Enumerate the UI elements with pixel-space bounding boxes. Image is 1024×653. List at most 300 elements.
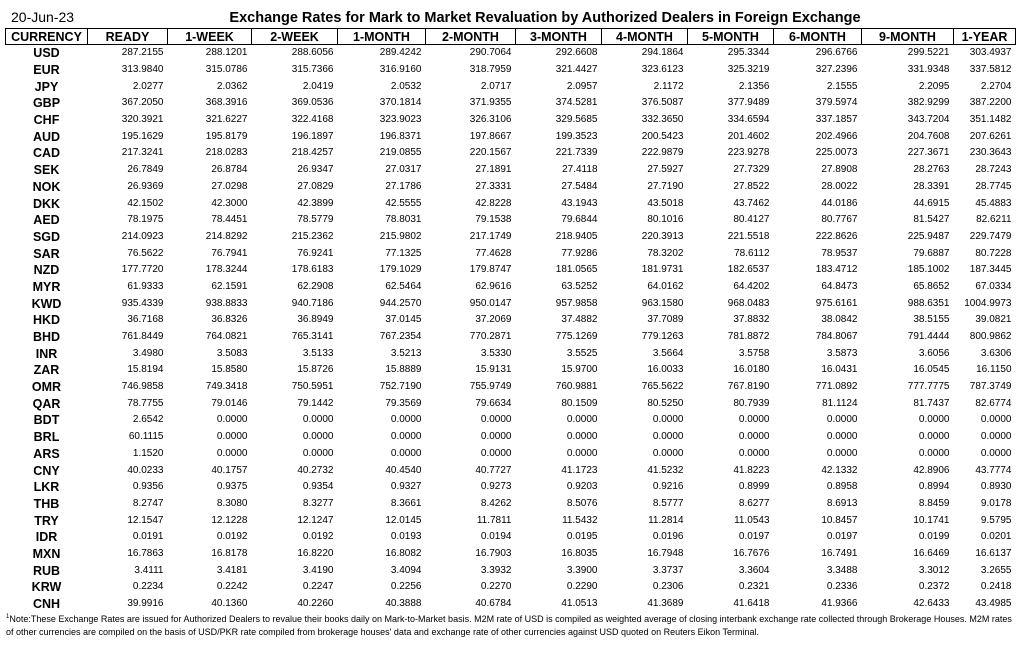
rate-cell: 40.7727 <box>475 464 512 476</box>
currency-code: BRL <box>33 430 60 445</box>
table-row <box>6 512 1016 529</box>
rate-cell: 2.0957 <box>566 80 598 92</box>
rate-cell: 12.1247 <box>297 514 334 526</box>
rate-cell: 15.8889 <box>385 364 422 376</box>
currency-code: THB <box>33 496 60 511</box>
rate-cell: 16.6469 <box>913 547 950 559</box>
rate-cell: 39.9916 <box>127 598 164 610</box>
rate-cell: 0.2242 <box>216 581 248 593</box>
table-header-row <box>6 29 1016 45</box>
rate-cell: 0.0000 <box>652 414 684 426</box>
rate-cell: 0.0000 <box>980 447 1012 459</box>
rate-cell: 196.8371 <box>379 130 422 142</box>
rate-cell: 2.1172 <box>653 80 684 92</box>
rate-cell: 303.4937 <box>969 47 1012 59</box>
table-row <box>6 245 1016 262</box>
rate-cell: 0.0000 <box>980 431 1012 443</box>
rate-cell: 178.3244 <box>205 264 248 276</box>
rate-cell: 781.8872 <box>727 331 770 343</box>
rate-cell: 178.6183 <box>291 264 334 276</box>
rate-cell: 0.0196 <box>652 531 684 543</box>
rate-cell: 2.6542 <box>132 414 164 426</box>
rate-cell: 0.0201 <box>980 531 1012 543</box>
rate-cell: 28.7243 <box>975 164 1012 176</box>
currency-code: CAD <box>32 146 61 161</box>
footnote-text: Note:These Exchange Rates are issued for Authorized Dealers to revalue their books daily on Mark-to-Market basis. M2M rate of USD is compiled as weighted average of closing interbank exchange rate collected through Brokerage Houses. M2M rates of other currencies are compiled on the basis of USD/PKR rate compiled from brokerage houses' data and exchange rate of other currencies against USD quoted on Reuters Eikon Terminal. <box>6 614 1012 637</box>
rate-cell: 0.0000 <box>480 447 512 459</box>
rate-cell: 0.9375 <box>216 481 248 493</box>
rate-cell: 80.5250 <box>647 397 684 409</box>
rate-cell: 0.0000 <box>216 431 248 443</box>
rate-cell: 11.5432 <box>562 514 598 526</box>
rate-cell: 10.8457 <box>821 514 858 526</box>
rate-cell: 765.3141 <box>291 331 334 343</box>
rate-cell: 0.9273 <box>480 481 512 493</box>
rate-cell: 0.0195 <box>566 531 598 543</box>
rate-cell: 15.8194 <box>127 364 164 376</box>
rate-cell: 0.0000 <box>216 414 248 426</box>
currency-code: BHD <box>32 330 61 345</box>
table-row <box>6 446 1016 463</box>
rate-cell: 3.5213 <box>390 347 422 359</box>
rate-cell: 332.3650 <box>641 114 684 126</box>
rate-cell: 288.1201 <box>205 47 248 59</box>
rate-cell: 8.3080 <box>216 497 248 509</box>
rate-cell: 3.3604 <box>738 564 770 576</box>
rate-cell: 11.2814 <box>648 514 684 526</box>
rate-cell: 28.7745 <box>975 180 1012 192</box>
rate-cell: 1.1520 <box>132 447 164 459</box>
rate-cell: 0.0000 <box>390 414 422 426</box>
rate-cell: 27.7190 <box>647 180 684 192</box>
rate-cell: 369.0536 <box>291 97 334 109</box>
rate-cell: 43.7774 <box>975 464 1012 476</box>
rate-cell: 15.9131 <box>475 364 512 376</box>
rate-cell: 219.0855 <box>379 147 422 159</box>
rate-cell: 16.8082 <box>385 547 422 559</box>
rate-cell: 8.4262 <box>480 497 512 509</box>
column-header: 2-MONTH <box>426 29 516 45</box>
rate-cell: 938.8833 <box>205 297 248 309</box>
rate-cell: 26.9347 <box>297 164 334 176</box>
currency-code: IDR <box>35 530 58 545</box>
rate-cell: 0.0000 <box>302 447 334 459</box>
rate-cell: 16.8035 <box>561 547 598 559</box>
rate-cell: 78.1975 <box>127 214 164 226</box>
table-row <box>6 395 1016 412</box>
rate-cell: 181.9731 <box>641 264 684 276</box>
rate-cell: 0.0193 <box>390 531 422 543</box>
rate-cell: 28.3391 <box>913 180 950 192</box>
table-row <box>6 279 1016 296</box>
rate-cell: 3.3900 <box>566 564 598 576</box>
rate-cell: 325.3219 <box>727 64 770 76</box>
column-header: 4-MONTH <box>602 29 688 45</box>
rate-cell: 225.0073 <box>815 147 858 159</box>
rate-cell: 331.9348 <box>907 64 950 76</box>
rate-cell: 62.9616 <box>475 280 512 292</box>
table-row <box>6 345 1016 362</box>
rate-cell: 746.9858 <box>121 381 164 393</box>
rate-cell: 44.6915 <box>913 197 950 209</box>
rate-cell: 0.0000 <box>480 414 512 426</box>
rate-cell: 755.9749 <box>469 381 512 393</box>
rate-cell: 42.1332 <box>821 464 858 476</box>
rate-cell: 41.9366 <box>821 598 858 610</box>
rate-cell: 752.7190 <box>379 381 422 393</box>
rate-cell: 318.7959 <box>469 64 512 76</box>
rate-cell: 0.0000 <box>738 431 770 443</box>
currency-code: LKR <box>33 480 60 495</box>
currency-code: HKD <box>32 313 61 328</box>
rate-cell: 67.0334 <box>975 280 1012 292</box>
rate-cell: 40.4540 <box>385 464 422 476</box>
rate-cell: 195.8179 <box>205 130 248 142</box>
rate-cell: 27.3331 <box>475 180 512 192</box>
rate-cell: 8.3661 <box>390 497 422 509</box>
rate-cell: 775.1269 <box>555 331 598 343</box>
rate-cell: 40.3888 <box>385 598 422 610</box>
rate-cell: 37.0145 <box>385 314 422 326</box>
table-row <box>6 312 1016 329</box>
column-header: READY <box>88 29 168 45</box>
rate-cell: 0.0000 <box>302 431 334 443</box>
table-row <box>6 262 1016 279</box>
rate-cell: 2.2704 <box>980 80 1012 92</box>
rate-cell: 2.0532 <box>390 80 422 92</box>
rate-cell: 326.3106 <box>469 114 512 126</box>
rate-cell: 78.4451 <box>211 214 248 226</box>
table-row <box>6 596 1016 613</box>
rate-cell: 82.6774 <box>975 397 1012 409</box>
rate-cell: 62.5464 <box>385 280 422 292</box>
rate-cell: 16.7903 <box>475 547 512 559</box>
rate-cell: 36.8949 <box>297 314 334 326</box>
rate-cell: 65.8652 <box>913 280 950 292</box>
rate-cell: 8.5777 <box>652 497 684 509</box>
table-row <box>6 529 1016 546</box>
currency-code: RUB <box>32 563 61 578</box>
rate-cell: 27.8908 <box>821 164 858 176</box>
rate-cell: 80.1509 <box>561 397 598 409</box>
rate-cell: 80.4127 <box>733 214 770 226</box>
table-row <box>6 479 1016 496</box>
rate-cell: 765.5622 <box>641 381 684 393</box>
rate-cell: 0.0194 <box>480 531 512 543</box>
rate-cell: 764.0821 <box>205 331 248 343</box>
report-date: 20-Jun-23 <box>11 9 75 25</box>
rate-cell: 315.7366 <box>291 64 334 76</box>
table-row <box>6 362 1016 379</box>
table-row <box>6 412 1016 429</box>
rate-cell: 0.0000 <box>918 414 950 426</box>
rate-cell: 0.8999 <box>738 481 770 493</box>
table-row <box>6 179 1016 196</box>
rate-cell: 334.6594 <box>727 114 770 126</box>
rate-cell: 36.8326 <box>211 314 248 326</box>
rate-cell: 0.2306 <box>652 581 684 593</box>
currency-code: SGD <box>32 229 61 244</box>
table-row <box>6 496 1016 513</box>
rate-cell: 42.8906 <box>913 464 950 476</box>
rate-cell: 197.8667 <box>469 130 512 142</box>
rate-cell: 16.7676 <box>733 547 770 559</box>
currency-code: SAR <box>33 246 60 261</box>
rate-cell: 0.8930 <box>980 481 1012 493</box>
rate-cell: 290.7064 <box>469 47 512 59</box>
rate-cell: 218.9405 <box>555 230 598 242</box>
table-row <box>6 579 1016 596</box>
rate-cell: 787.3749 <box>969 381 1012 393</box>
table-row <box>6 78 1016 95</box>
rate-cell: 0.9356 <box>132 481 164 493</box>
rate-cell: 791.4444 <box>907 331 950 343</box>
rate-cell: 9.0178 <box>980 497 1012 509</box>
rate-cell: 3.5758 <box>738 347 770 359</box>
rate-cell: 28.0022 <box>821 180 858 192</box>
rate-cell: 3.4980 <box>132 347 164 359</box>
rate-cell: 76.9241 <box>297 247 334 259</box>
currency-code: CHF <box>33 113 60 128</box>
rate-cell: 0.0192 <box>302 531 334 543</box>
table-body <box>6 45 1016 613</box>
rate-cell: 3.3488 <box>826 564 858 576</box>
rate-cell: 37.2069 <box>475 314 512 326</box>
currency-code: MYR <box>32 279 61 294</box>
rate-cell: 368.3916 <box>205 97 248 109</box>
rate-cell: 287.2155 <box>121 47 164 59</box>
rate-cell: 77.4628 <box>475 247 512 259</box>
rate-cell: 0.0000 <box>216 447 248 459</box>
rate-cell: 223.9278 <box>727 147 770 159</box>
rate-cell: 26.9369 <box>127 180 164 192</box>
rate-cell: 3.5330 <box>480 347 512 359</box>
rate-cell: 0.0000 <box>918 431 950 443</box>
rate-cell: 227.3671 <box>907 147 950 159</box>
rate-cell: 78.3202 <box>647 247 684 259</box>
rate-cell: 38.0842 <box>821 314 858 326</box>
rate-cell: 12.0145 <box>385 514 422 526</box>
rate-cell: 337.5812 <box>969 64 1012 76</box>
rate-cell: 41.8223 <box>733 464 770 476</box>
rate-cell: 78.6112 <box>734 247 770 259</box>
rate-cell: 40.2260 <box>297 598 334 610</box>
currency-code: OMR <box>31 380 62 395</box>
rate-cell: 40.6784 <box>475 598 512 610</box>
table-row <box>6 195 1016 212</box>
currency-code: DKK <box>32 196 61 211</box>
rate-cell: 2.1356 <box>738 80 770 92</box>
rate-cell: 220.3913 <box>641 230 684 242</box>
rate-cell: 79.3569 <box>385 397 422 409</box>
rate-cell: 11.7811 <box>476 514 512 526</box>
rate-cell: 80.7228 <box>975 247 1012 259</box>
rate-cell: 182.6537 <box>727 264 770 276</box>
column-header: 1-MONTH <box>338 29 426 45</box>
rate-cell: 3.3737 <box>652 564 684 576</box>
rate-cell: 79.6634 <box>475 397 512 409</box>
footnote <box>6 611 1018 638</box>
rate-cell: 292.6608 <box>555 47 598 59</box>
table-row <box>6 379 1016 396</box>
rate-cell: 0.2247 <box>302 581 334 593</box>
rate-cell: 0.0000 <box>566 414 598 426</box>
rate-cell: 0.0000 <box>566 447 598 459</box>
rate-cell: 64.0162 <box>647 280 684 292</box>
rate-cell: 315.0786 <box>205 64 248 76</box>
column-header: 1-WEEK <box>168 29 252 45</box>
rate-cell: 760.9881 <box>555 381 598 393</box>
column-header: 5-MONTH <box>688 29 774 45</box>
column-header: 6-MONTH <box>774 29 862 45</box>
rate-cell: 0.0000 <box>390 431 422 443</box>
rate-cell: 3.5083 <box>216 347 248 359</box>
rate-cell: 11.0543 <box>734 514 770 526</box>
rate-cell: 0.2290 <box>566 581 598 593</box>
currency-code: BDT <box>33 413 60 428</box>
rate-cell: 179.8747 <box>469 264 512 276</box>
currency-code: JPY <box>34 79 59 94</box>
rate-cell: 2.1555 <box>826 80 858 92</box>
rate-cell: 40.1757 <box>211 464 248 476</box>
currency-code: SEK <box>33 163 60 178</box>
rate-cell: 771.0892 <box>815 381 858 393</box>
rate-cell: 2.0419 <box>302 80 334 92</box>
rate-cell: 78.7755 <box>127 397 164 409</box>
rate-cell: 767.2354 <box>379 331 422 343</box>
rate-cell: 0.0192 <box>216 531 248 543</box>
rate-cell: 16.0545 <box>913 364 950 376</box>
rate-cell: 202.4966 <box>815 130 858 142</box>
rate-cell: 76.7941 <box>211 247 248 259</box>
table-row <box>6 462 1016 479</box>
rate-cell: 27.5927 <box>647 164 684 176</box>
currency-code: ARS <box>33 446 60 461</box>
rate-cell: 8.6277 <box>738 497 770 509</box>
exchange-rates-table <box>5 28 1016 612</box>
rate-cell: 42.3000 <box>211 197 248 209</box>
rate-cell: 61.9333 <box>127 280 164 292</box>
rate-cell: 78.9537 <box>821 247 858 259</box>
rate-cell: 79.0146 <box>211 397 248 409</box>
rate-cell: 0.0000 <box>980 414 1012 426</box>
rate-cell: 3.3012 <box>918 564 950 576</box>
rate-cell: 207.6261 <box>969 130 1012 142</box>
rate-cell: 229.7479 <box>969 230 1012 242</box>
rate-cell: 16.0431 <box>821 364 858 376</box>
rate-cell: 329.5685 <box>555 114 598 126</box>
rate-cell: 43.7462 <box>733 197 770 209</box>
currency-code: EUR <box>33 63 60 78</box>
rate-cell: 217.1749 <box>469 230 512 242</box>
rate-cell: 37.8832 <box>733 314 770 326</box>
rate-cell: 935.4339 <box>121 297 164 309</box>
currency-code: NOK <box>32 179 61 194</box>
rate-cell: 0.8994 <box>918 481 950 493</box>
rate-cell: 42.6433 <box>913 598 950 610</box>
rate-cell: 295.3344 <box>727 47 770 59</box>
rate-cell: 0.0197 <box>738 531 770 543</box>
rate-cell: 220.1567 <box>469 147 512 159</box>
rate-cell: 957.9858 <box>555 297 598 309</box>
rate-cell: 3.6306 <box>980 347 1012 359</box>
currency-code: USD <box>33 46 60 61</box>
table-row <box>6 429 1016 446</box>
rate-cell: 27.0829 <box>297 180 334 192</box>
rate-cell: 38.5155 <box>913 314 950 326</box>
rate-cell: 0.2234 <box>132 581 164 593</box>
rate-cell: 222.8626 <box>815 230 858 242</box>
rate-cell: 0.8958 <box>826 481 858 493</box>
rate-cell: 64.8473 <box>821 280 858 292</box>
rate-cell: 41.1723 <box>561 464 598 476</box>
rate-cell: 374.5281 <box>555 97 598 109</box>
rate-cell: 187.3445 <box>969 264 1012 276</box>
rate-cell: 185.1002 <box>907 264 950 276</box>
rate-cell: 975.6161 <box>815 297 858 309</box>
rate-cell: 0.0199 <box>918 531 950 543</box>
rate-cell: 0.0000 <box>652 431 684 443</box>
report-title: Exchange Rates for Mark to Market Revaluation by Authorized Dealers in Foreign Exchange <box>229 10 861 26</box>
rate-cell: 43.1943 <box>561 197 598 209</box>
currency-code: TRY <box>34 513 59 528</box>
rate-cell: 988.6351 <box>907 297 950 309</box>
rate-cell: 62.2908 <box>297 280 334 292</box>
rate-cell: 37.7089 <box>647 314 684 326</box>
rate-cell: 0.0000 <box>826 414 858 426</box>
rate-cell: 288.6056 <box>291 47 334 59</box>
rate-cell: 221.7339 <box>555 147 598 159</box>
rate-cell: 0.2418 <box>980 581 1012 593</box>
rate-cell: 0.0000 <box>738 447 770 459</box>
rate-cell: 770.2871 <box>469 331 512 343</box>
rate-cell: 41.6418 <box>733 598 770 610</box>
table-row <box>6 62 1016 79</box>
rate-cell: 16.8178 <box>211 547 248 559</box>
table-row <box>6 162 1016 179</box>
rate-cell: 79.6844 <box>561 214 598 226</box>
rate-cell: 376.5087 <box>641 97 684 109</box>
currency-code: CNH <box>32 597 61 612</box>
column-header: 3-MONTH <box>516 29 602 45</box>
rate-cell: 3.5873 <box>826 347 858 359</box>
rate-cell: 387.2200 <box>969 97 1012 109</box>
rate-cell: 201.4602 <box>727 130 770 142</box>
rate-cell: 321.4427 <box>555 64 598 76</box>
rate-cell: 62.1591 <box>211 280 248 292</box>
rate-cell: 27.4118 <box>562 164 598 176</box>
rate-cell: 3.5525 <box>566 347 598 359</box>
rate-cell: 3.4181 <box>216 564 248 576</box>
rate-cell: 221.5518 <box>727 230 770 242</box>
rate-cell: 377.9489 <box>727 97 770 109</box>
rate-cell: 950.0147 <box>469 297 512 309</box>
rate-cell: 8.8459 <box>918 497 950 509</box>
column-header: 1-YEAR <box>954 29 1016 45</box>
rate-cell: 313.9840 <box>121 64 164 76</box>
rate-cell: 16.1150 <box>976 364 1012 376</box>
rate-cell: 8.2747 <box>132 497 164 509</box>
currency-code: QAR <box>32 396 61 411</box>
table-row <box>6 95 1016 112</box>
table-row <box>6 329 1016 346</box>
rate-cell: 195.1629 <box>121 130 164 142</box>
rate-cell: 0.2256 <box>390 581 422 593</box>
currency-code: GBP <box>32 96 61 111</box>
rate-cell: 779.1263 <box>641 331 684 343</box>
rate-cell: 0.9216 <box>652 481 684 493</box>
rate-cell: 222.9879 <box>641 147 684 159</box>
